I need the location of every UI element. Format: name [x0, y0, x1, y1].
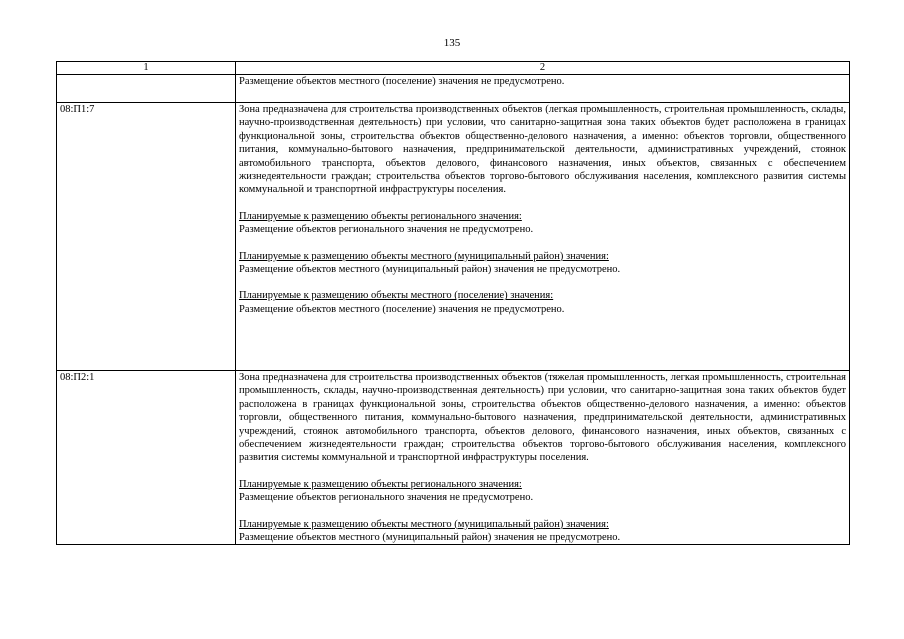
item-text: Размещение объектов местного (поселение) значения не предусмотрено.: [239, 76, 565, 87]
table-row: [57, 371, 850, 545]
zone-paragraph: Зона предназначена для строительства производственных объектов (легкая промышленность, строительная промышленность, склады, научно-производственная деятельность) при условии, что санитарно-защитная зона таких объектов будет расположена в границах функциональной зоны, строительства объектов общественно-делового назначения, а именно: объектов торговли, общественного питания, коммунально-бытового назначения, предпринимательской деятельности, административных учреждений, стоянок автомобильного транспорта, объектов делового, финансового назначения, иных объектов, связанных с обеспечением жизнедеятельности граждан; строительства объектов торгово-бытового обслуживания населения, комплексного развития системы коммунальной и транспортной инфраструктуры поселения.: [239, 104, 846, 196]
item-text: Размещение объектов регионального значения не предусмотрено.: [239, 492, 534, 504]
zones-table: [56, 61, 850, 545]
zone-description-cell: [236, 371, 850, 545]
planned-objects-block: [239, 250, 846, 277]
column-header-2: 2: [236, 62, 850, 75]
planned-objects-block: [239, 210, 846, 237]
item-text: Размещение объектов регионального значения не предусмотрено.: [239, 224, 534, 236]
column-header-1: 1: [57, 62, 236, 75]
item-text: Размещение объектов местного (муниципальный район) значения не предусмотрено.: [239, 264, 621, 276]
zone-code-cell: [57, 75, 236, 103]
zone-description-cell: [236, 75, 850, 103]
planned-objects-block: [239, 518, 846, 545]
zone-code: 08:П1:7: [60, 104, 95, 115]
table-header-row: [57, 62, 850, 75]
table-row: [57, 103, 850, 371]
item-heading: Планируемые к размещению объекты местного (поселение) значения:: [239, 290, 554, 302]
table-row: [57, 75, 850, 103]
zone-paragraph: Зона предназначена для строительства производственных объектов (тяжелая промышленность, легкая промышленность, строительная промышленность, склады, научно-производственная деятельность) при условии, что санитарно-защитная зона таких объектов будет расположена в границах функциональной зоны, строительства объектов общественно-делового назначения, а именно: объектов торговли, общественного питания, коммунально-бытового назначения, предпринимательской деятельности, административных учреждений, стоянок автомобильного транспорта, объектов делового, финансового назначения, иных объектов, связанных с обеспечением жизнедеятельности граждан; строительства объектов торгово-бытового обслуживания населения, комплексного развития системы коммунальной и транспортной инфраструктуры поселения.: [239, 372, 846, 464]
page-number: 135: [443, 37, 461, 49]
zone-code: 08:П2:1: [60, 372, 95, 383]
zone-code-cell: [57, 371, 236, 545]
item-heading: Планируемые к размещению объекты регионального значения:: [239, 478, 522, 490]
item-heading: Планируемые к размещению объекты местного (муниципальный район) значения:: [239, 518, 609, 530]
item-text: Размещение объектов местного (поселение) значения не предусмотрено.: [239, 303, 565, 315]
zone-code-cell: [57, 103, 236, 371]
planned-objects-block: [239, 289, 846, 316]
zone-description-cell: [236, 103, 850, 371]
item-heading: Планируемые к размещению объекты регионального значения:: [239, 210, 522, 222]
item-text: Размещение объектов местного (муниципальный район) значения не предусмотрено.: [239, 532, 621, 544]
item-heading: Планируемые к размещению объекты местного (муниципальный район) значения:: [239, 250, 609, 262]
planned-objects-block: [239, 478, 846, 505]
